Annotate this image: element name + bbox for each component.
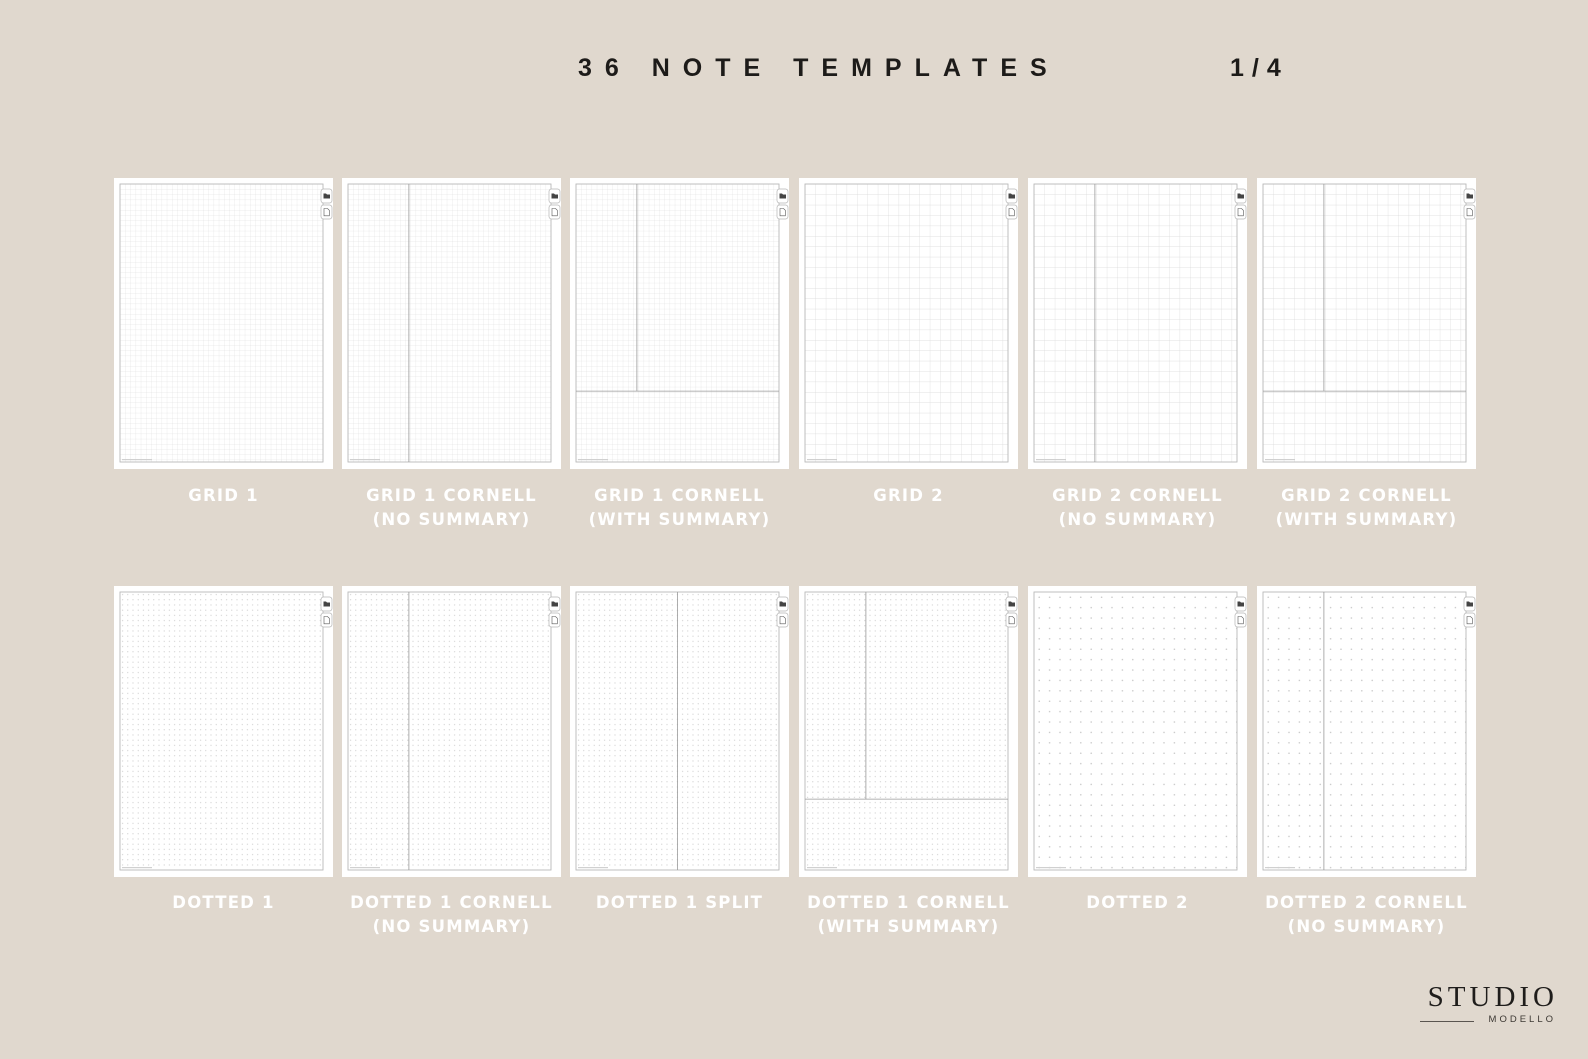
folder-icon[interactable] — [321, 597, 332, 611]
page-pattern — [1034, 184, 1237, 462]
template-label-line: DOTTED 1 CORNELL — [807, 893, 1010, 912]
template-label-line: GRID 2 — [873, 486, 944, 505]
template-label-line: DOTTED 1 CORNELL — [350, 893, 553, 912]
studio-modello-logo — [1418, 982, 1558, 1028]
template-label-line: GRID 1 CORNELL — [366, 486, 537, 505]
folder-icon[interactable] — [777, 189, 788, 203]
template-thumbnail-dotted-1[interactable] — [114, 586, 333, 877]
template-label-dotted-2-cornell-no-summary — [1247, 891, 1487, 939]
page-pattern — [805, 184, 1008, 462]
page-pattern — [1263, 184, 1466, 462]
template-thumbnail-dotted-2-cornell-no-summary[interactable] — [1257, 586, 1476, 877]
template-preview — [1257, 586, 1476, 877]
folder-icon[interactable] — [1006, 189, 1017, 203]
page-pattern — [1263, 592, 1466, 870]
template-label-line: (WITH SUMMARY) — [1275, 510, 1458, 529]
page-icon[interactable] — [1235, 205, 1246, 219]
template-preview — [1257, 178, 1476, 469]
template-preview — [342, 586, 561, 877]
template-label-line: (NO SUMMARY) — [372, 510, 531, 529]
page-footer-mark — [122, 459, 152, 460]
page-icon[interactable] — [1235, 613, 1246, 627]
template-label-dotted-1 — [104, 891, 344, 915]
page-pattern — [805, 592, 1008, 870]
page-pattern — [120, 184, 323, 462]
template-label-line: GRID 2 CORNELL — [1281, 486, 1452, 505]
page-footer-mark — [807, 459, 837, 460]
template-thumbnail-dotted-2[interactable] — [1028, 586, 1247, 877]
brand-divider — [1420, 1021, 1474, 1022]
template-label-line: GRID 2 CORNELL — [1052, 486, 1223, 505]
template-label-grid-2-cornell-no-summary — [1018, 484, 1258, 532]
template-thumbnail-dotted-1-split[interactable] — [570, 586, 789, 877]
template-label-line: GRID 1 — [188, 486, 259, 505]
template-preview — [570, 178, 789, 469]
template-thumbnail-grid-1-cornell-with-summary[interactable] — [570, 178, 789, 469]
template-thumbnail-grid-2-cornell-with-summary[interactable] — [1257, 178, 1476, 469]
template-label-line: DOTTED 2 CORNELL — [1265, 893, 1468, 912]
template-label-grid-2 — [789, 484, 1029, 508]
template-label-dotted-1-split — [560, 891, 800, 915]
page-icon[interactable] — [1464, 205, 1475, 219]
page-footer-mark — [350, 867, 380, 868]
template-label-line: (NO SUMMARY) — [372, 917, 531, 936]
page-icon[interactable] — [777, 613, 788, 627]
page-icon[interactable] — [549, 205, 560, 219]
template-preview — [1028, 178, 1247, 469]
page-pattern — [348, 184, 551, 462]
template-label-dotted-1-cornell-with-summary — [789, 891, 1029, 939]
template-label-line: DOTTED 2 — [1086, 893, 1189, 912]
folder-icon[interactable] — [549, 597, 560, 611]
template-label-line: (NO SUMMARY) — [1058, 510, 1217, 529]
folder-icon[interactable] — [1235, 189, 1246, 203]
template-label-dotted-1-cornell-no-summary — [332, 891, 572, 939]
folder-icon[interactable] — [777, 597, 788, 611]
template-thumbnail-dotted-1-cornell-with-summary[interactable] — [799, 586, 1018, 877]
brand-subname: MODELLO — [1488, 1014, 1556, 1025]
template-label-line: (NO SUMMARY) — [1287, 917, 1446, 936]
template-label-line: GRID 1 CORNELL — [594, 486, 765, 505]
template-label-grid-2-cornell-with-summary — [1247, 484, 1487, 532]
page-title: 36 NOTE TEMPLATES — [578, 54, 1060, 82]
page-icon[interactable] — [777, 205, 788, 219]
template-label-grid-1 — [104, 484, 344, 508]
page-footer-mark — [1265, 459, 1295, 460]
template-label-dotted-2 — [1018, 891, 1258, 915]
folder-icon[interactable] — [321, 189, 332, 203]
folder-icon[interactable] — [1464, 189, 1475, 203]
page-footer-mark — [807, 867, 837, 868]
page-icon[interactable] — [549, 613, 560, 627]
page-icon[interactable] — [321, 205, 332, 219]
template-label-line: (WITH SUMMARY) — [817, 917, 1000, 936]
page-footer-mark — [1036, 867, 1066, 868]
page-pattern — [576, 184, 779, 462]
folder-icon[interactable] — [1235, 597, 1246, 611]
folder-icon[interactable] — [549, 189, 560, 203]
page-pattern — [1034, 592, 1237, 870]
page-pattern — [120, 592, 323, 870]
template-label-line: DOTTED 1 SPLIT — [595, 893, 764, 912]
template-label-line: (WITH SUMMARY) — [588, 510, 771, 529]
page-icon[interactable] — [1006, 613, 1017, 627]
page-footer-mark — [122, 867, 152, 868]
template-preview — [799, 178, 1018, 469]
template-preview — [342, 178, 561, 469]
template-label-grid-1-cornell-with-summary — [560, 484, 800, 532]
page-footer-mark — [578, 867, 608, 868]
page-icon[interactable] — [1464, 613, 1475, 627]
page-footer-mark — [1036, 459, 1066, 460]
template-thumbnail-grid-2[interactable] — [799, 178, 1018, 469]
page-icon[interactable] — [321, 613, 332, 627]
template-thumbnail-grid-2-cornell-no-summary[interactable] — [1028, 178, 1247, 469]
page-pattern — [348, 592, 551, 870]
template-preview — [114, 178, 333, 469]
folder-icon[interactable] — [1464, 597, 1475, 611]
brand-name: STUDIO — [1427, 981, 1558, 1013]
folder-icon[interactable] — [1006, 597, 1017, 611]
page-icon[interactable] — [1006, 205, 1017, 219]
template-thumbnail-grid-1-cornell-no-summary[interactable] — [342, 178, 561, 469]
template-label-grid-1-cornell-no-summary — [332, 484, 572, 532]
template-thumbnail-dotted-1-cornell-no-summary[interactable] — [342, 586, 561, 877]
page-footer-mark — [1265, 867, 1295, 868]
template-preview — [114, 586, 333, 877]
page-indicator: 1/4 — [1230, 54, 1289, 82]
template-preview — [799, 586, 1018, 877]
page-footer-mark — [350, 459, 380, 460]
template-preview — [1028, 586, 1247, 877]
template-thumbnail-grid-1[interactable] — [114, 178, 333, 469]
template-preview — [570, 586, 789, 877]
page-footer-mark — [578, 459, 608, 460]
template-label-line: DOTTED 1 — [172, 893, 275, 912]
